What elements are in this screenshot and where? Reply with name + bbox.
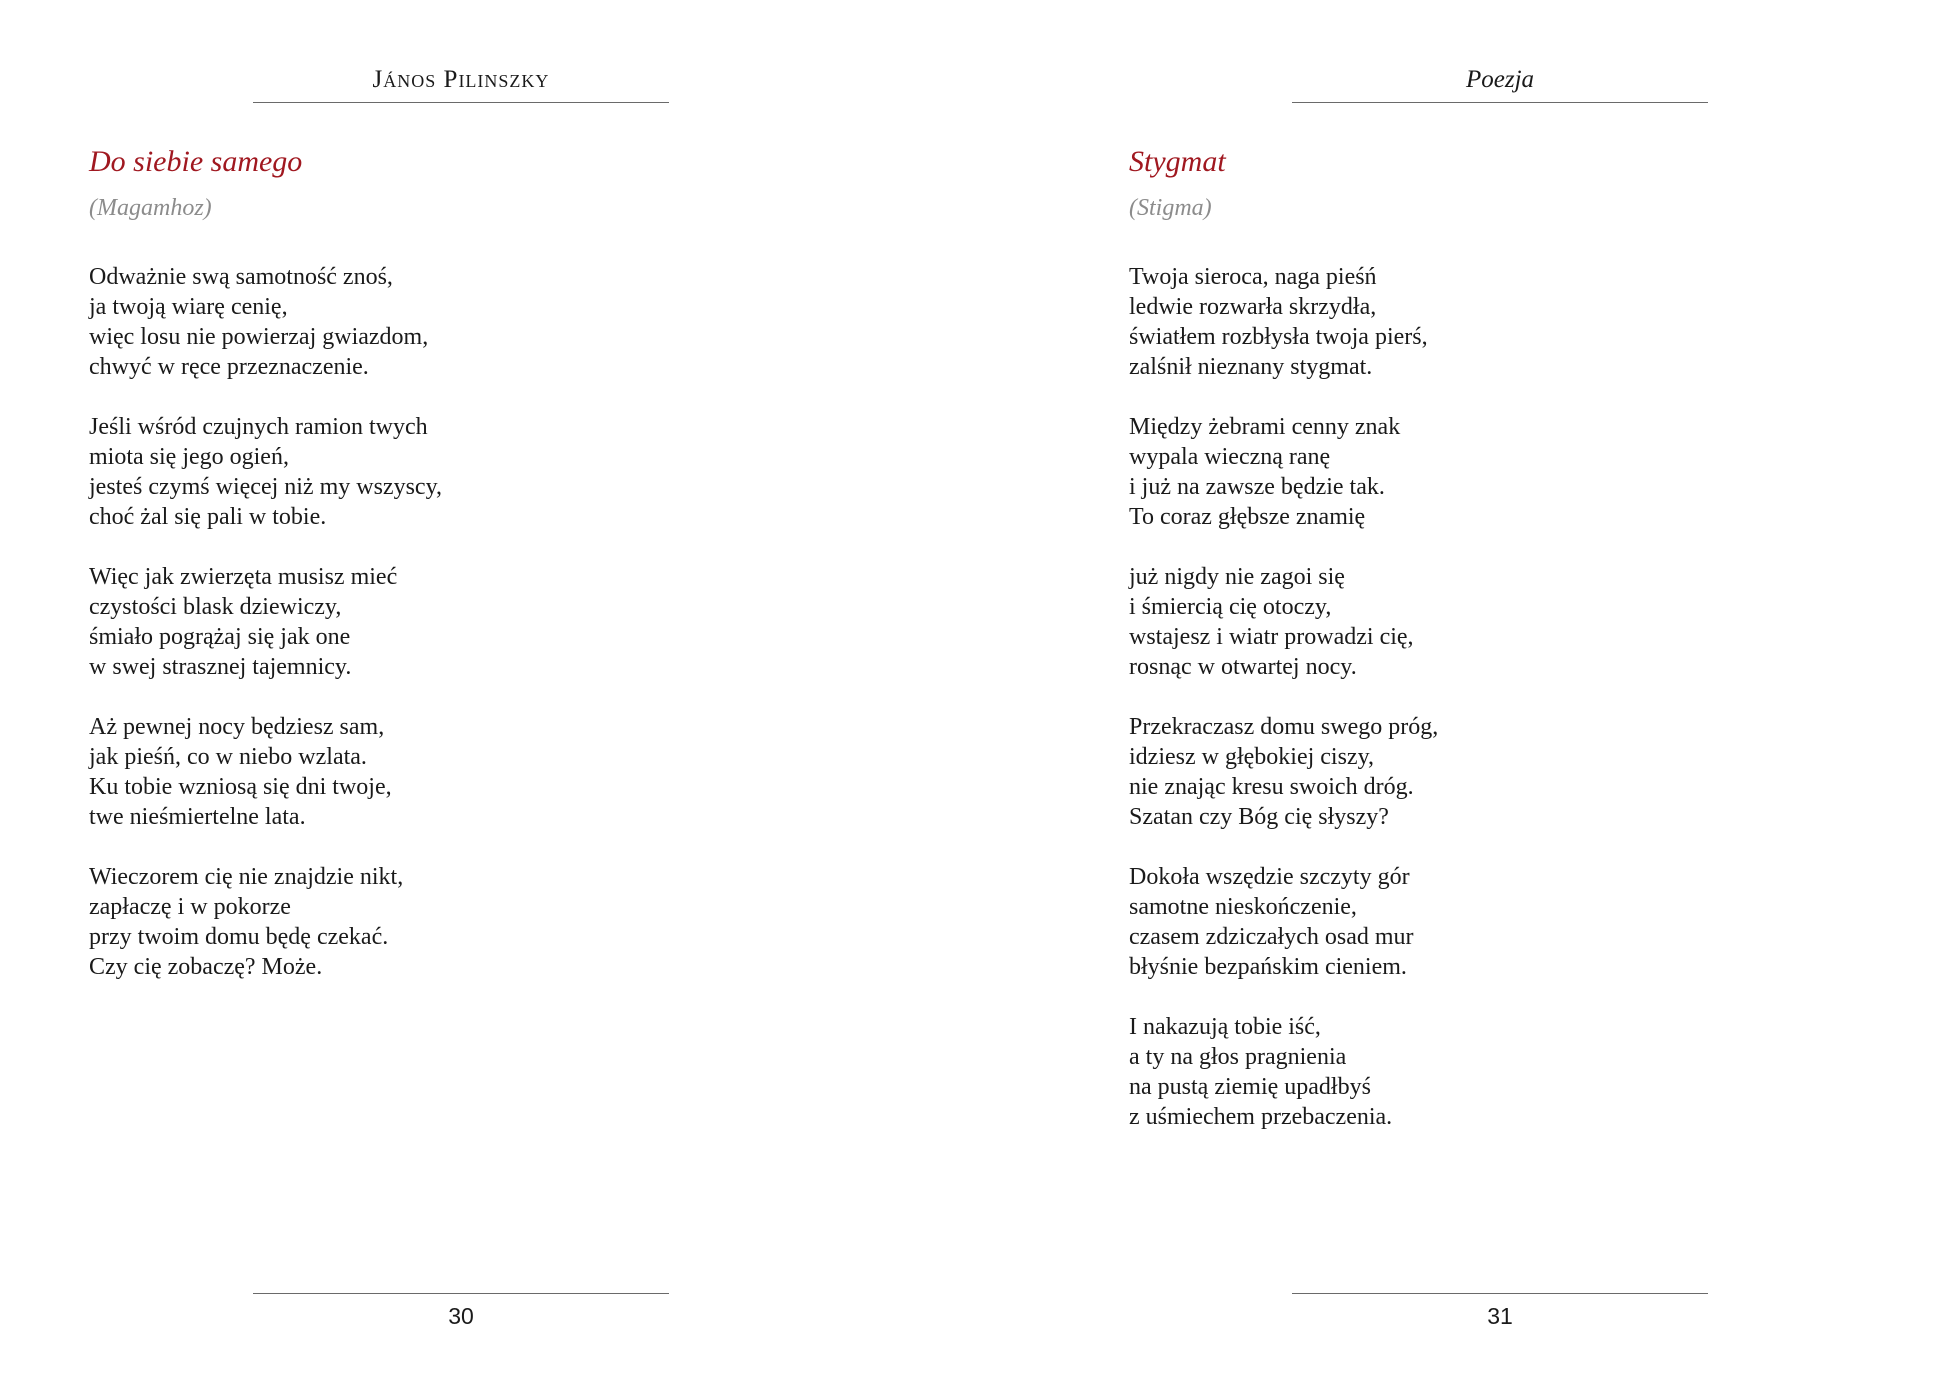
poem-line: Szatan czy Bóg cię słyszy? (1129, 804, 1389, 830)
poem-line: twe nieśmiertelne lata. (89, 804, 306, 830)
poem-line: ja twoją wiarę cenię, (89, 294, 288, 320)
poem-line: światłem rozbłysła twoja pierś, (1129, 324, 1428, 350)
page-number: 31 (1487, 1303, 1513, 1329)
poem-line: i śmiercią cię otoczy, (1129, 594, 1332, 620)
poem-line: przy twoim domu będę czekać. (89, 924, 389, 950)
header-rule (253, 102, 669, 103)
poem-title: Do siebie samego (89, 145, 303, 178)
poem-line: więc losu nie powierzaj gwiazdom, (89, 324, 429, 350)
poem-original-title: (Magamhoz) (89, 195, 212, 221)
poem-line: czystości blask dziewiczy, (89, 594, 342, 620)
header-rule (1292, 102, 1708, 103)
stanza (1129, 862, 1829, 982)
poem-line: choć żal się pali w tobie. (89, 504, 327, 530)
stanza (89, 412, 789, 532)
poem-line: Czy cię zobaczę? Może. (89, 954, 323, 980)
stanza (1129, 412, 1829, 532)
poem-line: zalśnił nieznany stygmat. (1129, 354, 1373, 380)
poem-line: Twoja sieroca, naga pieśń (1129, 264, 1377, 290)
right-page (1040, 0, 1949, 1388)
poem-line: błyśnie bezpańskim cieniem. (1129, 954, 1407, 980)
poem-line: ledwie rozwarła skrzydła, (1129, 294, 1377, 320)
page-number: 30 (448, 1303, 474, 1329)
poem (89, 142, 789, 1012)
poem-line: Wieczorem cię nie znajdzie nikt, (89, 864, 404, 890)
poem-line: idziesz w głębokiej ciszy, (1129, 744, 1375, 770)
stanza (1129, 562, 1829, 682)
poem-line: nie znając kresu swoich dróg. (1129, 774, 1414, 800)
poem-line: już nigdy nie zagoi się (1129, 564, 1345, 590)
stanza (89, 862, 789, 982)
poem-line: czasem zdziczałych osad mur (1129, 924, 1414, 950)
poem-line: na pustą ziemię upadłbyś (1129, 1074, 1371, 1100)
poem-line: Między żebrami cenny znak (1129, 414, 1401, 440)
poem-line: zapłaczę i w pokorze (89, 894, 291, 920)
footer-rule (1292, 1293, 1708, 1294)
poem-line: Odważnie swą samotność znoś, (89, 264, 393, 290)
poem-line: Więc jak zwierzęta musisz mieć (89, 564, 398, 590)
poem-line: samotne nieskończenie, (1129, 894, 1357, 920)
stanza (1129, 712, 1829, 832)
poem-line: To coraz głębsze znamię (1129, 504, 1366, 530)
stanza (89, 262, 789, 382)
poem-line: a ty na głos pragnienia (1129, 1044, 1347, 1070)
poem (1129, 142, 1829, 1162)
footer-rule (253, 1293, 669, 1294)
poem-line: wstajesz i wiatr prowadzi cię, (1129, 624, 1414, 650)
poem-original-title: (Stigma) (1129, 195, 1212, 221)
poem-line: w swej strasznej tajemnicy. (89, 654, 352, 680)
poem-line: jesteś czymś więcej niż my wszyscy, (89, 474, 443, 500)
poem-title: Stygmat (1129, 145, 1226, 178)
poem-line: wypala wieczną ranę (1129, 444, 1331, 470)
poem-line: I nakazują tobie iść, (1129, 1014, 1321, 1040)
stanzas (89, 262, 789, 982)
poem-line: jak pieśń, co w niebo wzlata. (89, 744, 367, 770)
poem-line: Dokoła wszędzie szczyty gór (1129, 864, 1410, 890)
poem-line: Ku tobie wzniosą się dni twoje, (89, 774, 392, 800)
poem-line: i już na zawsze będzie tak. (1129, 474, 1385, 500)
running-head-section: Poezja (1465, 66, 1535, 93)
left-page (0, 0, 974, 1388)
poem-line: śmiało pogrążaj się jak one (89, 624, 351, 650)
stanza (89, 562, 789, 682)
poem-line: Aż pewnej nocy będziesz sam, (89, 714, 385, 740)
poem-line: Jeśli wśród czujnych ramion twych (89, 414, 428, 440)
poem-line: rosnąc w otwartej nocy. (1129, 654, 1357, 680)
stanzas (1129, 262, 1829, 1132)
poem-line: chwyć w ręce przeznaczenie. (89, 354, 369, 380)
poem-line: Przekraczasz domu swego próg, (1129, 714, 1439, 740)
stanza (1129, 1012, 1829, 1132)
running-head-author: János Pilinszky (372, 66, 550, 93)
stanza (1129, 262, 1829, 382)
poem-line: miota się jego ogień, (89, 444, 289, 470)
poem-line: z uśmiechem przebaczenia. (1129, 1104, 1393, 1130)
stanza (89, 712, 789, 832)
